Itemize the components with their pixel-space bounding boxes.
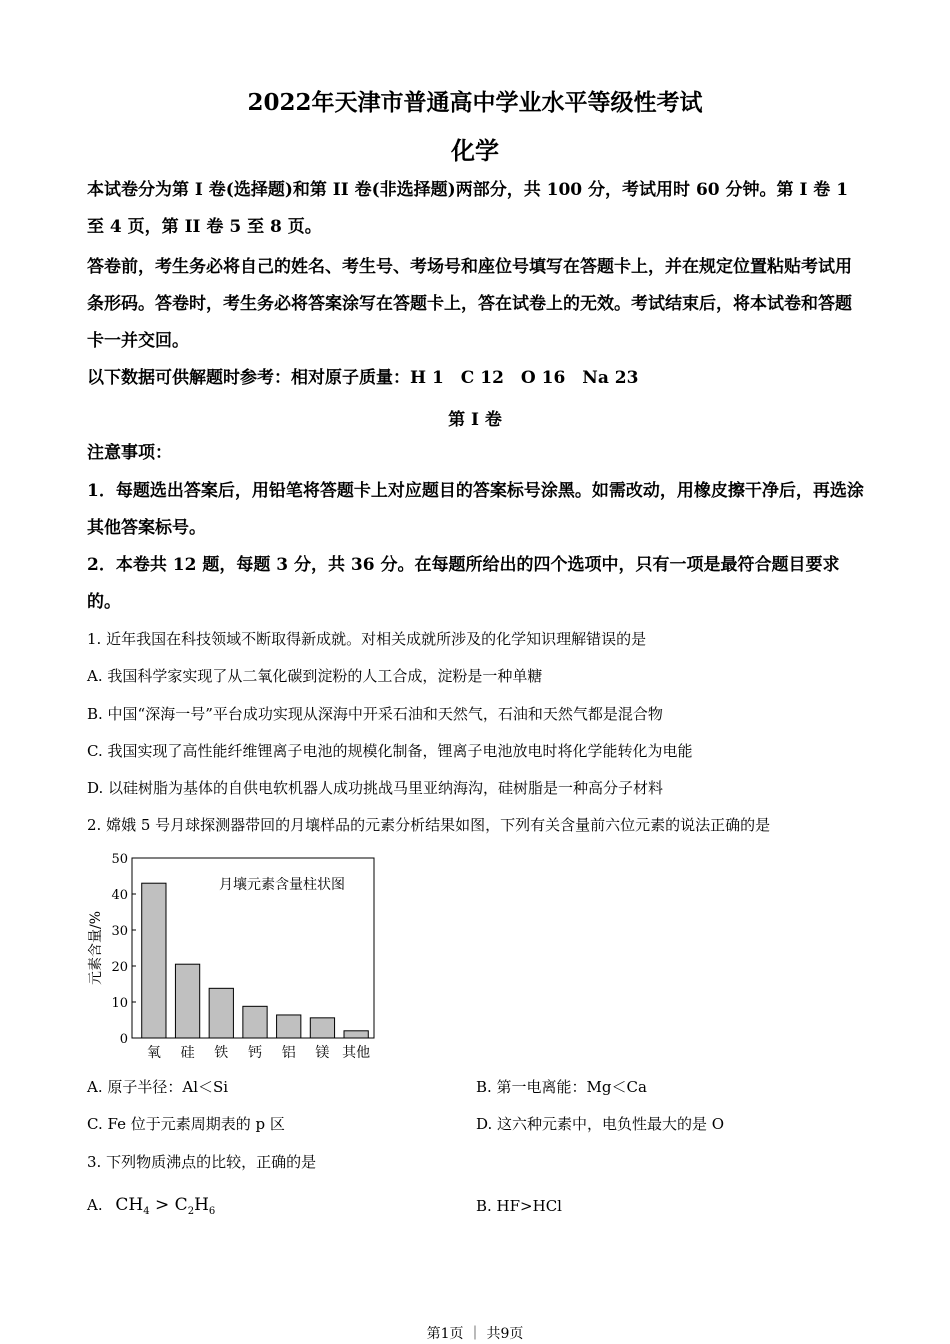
- bar-6: [344, 1031, 368, 1038]
- bar-3: [243, 1006, 267, 1038]
- x-category-label: 钙: [248, 1045, 262, 1061]
- notice-title: 注意事项：: [87, 443, 172, 463]
- y-tick-label: 20: [111, 960, 128, 975]
- formula-c2h6-sub-2: 2: [187, 1206, 195, 1217]
- option-a-label: A.: [87, 1196, 103, 1214]
- question-1-option-c: C. 我国实现了高性能纤维锂离子电池的规模化制备，锂离子电池放电时将化学能转化为电能: [87, 742, 693, 760]
- question-3-option-b: B. HF>HCl: [476, 1197, 562, 1215]
- bar-2: [209, 988, 233, 1038]
- y-tick-label: 0: [119, 1032, 128, 1047]
- x-category-label: 其他: [342, 1045, 371, 1061]
- section-heading: 第 I 卷: [448, 410, 502, 430]
- comparison-operator: >: [149, 1195, 175, 1215]
- question-1-option-a: A. 我国科学家实现了从二氧化碳到淀粉的人工合成，淀粉是一种单糖: [87, 667, 543, 685]
- x-category-label: 铝: [281, 1045, 296, 1061]
- x-category-label: 镁: [315, 1045, 330, 1061]
- y-tick-label: 10: [111, 996, 128, 1011]
- question-2-option-c: C. Fe 位于元素周期表的 p 区: [87, 1115, 285, 1133]
- notice-1: 1．每题选出答案后，用铅笔将答题卡上对应题目的答案标号涂黑。如需改动，用橡皮擦干净后，再选涂其他答案标号。: [87, 481, 864, 538]
- formula-c2h6-sub-6: 6: [208, 1206, 216, 1217]
- notice-2: 2．本卷共 12 题，每题 3 分，共 36 分。在每题所给出的四个选项中，只有一项是最符合题目要求的。: [87, 555, 840, 612]
- formula-c2h6-c: C: [174, 1195, 188, 1215]
- question-2-stem: 2. 嫦娥 5 号月球探测器带回的月壤样品的元素分析结果如图，下列有关含量前六位元素的说法正确的是: [87, 816, 771, 834]
- formula-ch4-ch: CH: [115, 1195, 144, 1215]
- exam-title: 2022年天津市普通高中学业水平等级性考试: [247, 89, 703, 116]
- y-tick-label: 40: [111, 888, 128, 903]
- bar-4: [277, 1015, 301, 1038]
- formula-ch4-sub: 4: [143, 1206, 150, 1217]
- question-1-option-b: B. 中国“深海一号”平台成功实现从深海中开采石油和天然气，石油和天然气都是混合物: [87, 705, 663, 723]
- y-axis-label: 元素含量/%: [88, 910, 104, 986]
- intro-paragraph-2: 答卷前，考生务必将自己的姓名、考生号、考场号和座位号填写在答题卡上，并在规定位置粘贴考试用条形码。答卷时，考生务必将答案涂写在答题卡上，答在试卷上的无效。考试结束后，将本试卷和答题卡一并交回。: [87, 257, 852, 351]
- x-category-label: 铁: [214, 1045, 229, 1061]
- x-category-label: 氧: [146, 1045, 161, 1061]
- question-3-stem: 3. 下列物质沸点的比较，正确的是: [87, 1153, 317, 1171]
- bar-0: [142, 883, 166, 1038]
- formula-c2h6-h: H: [194, 1195, 209, 1215]
- bar-1: [175, 964, 199, 1038]
- y-tick-label: 50: [111, 852, 128, 867]
- question-2-option-d: D. 这六种元素中，电负性最大的是 O: [476, 1115, 725, 1133]
- intro-paragraph-3: 以下数据可供解题时参考：相对原子质量：H 1 C 12 O 16 Na 23: [87, 368, 639, 388]
- page-footer: 第1页 ｜ 共9页: [426, 1326, 524, 1342]
- y-tick-label: 30: [111, 924, 128, 939]
- bar-5: [310, 1018, 334, 1038]
- question-2-option-a: A. 原子半径：Al＜Si: [87, 1078, 229, 1096]
- chart-title: 月壤元素含量柱状图: [219, 877, 345, 893]
- intro-paragraph-1: 本试卷分为第 I 卷(选择题)和第 II 卷(非选择题)两部分，共 100 分，考试用时 60 分钟。第 I 卷 1 至 4 页，第 II 卷 5 至 8 页。: [87, 180, 849, 237]
- lunar-soil-element-bar-chart: [80, 846, 380, 1066]
- question-3-option-a: [87, 1195, 215, 1222]
- question-2-option-b: B. 第一电离能：Mg＜Ca: [476, 1078, 647, 1096]
- x-category-label: 硅: [180, 1045, 195, 1061]
- subject-title: 化学: [451, 136, 499, 165]
- question-1-stem: 1. 近年我国在科技领域不断取得新成就。对相关成就所涉及的化学知识理解错误的是: [87, 630, 647, 648]
- question-1-option-d: D. 以硅树脂为基体的自供电软机器人成功挑战马里亚纳海沟，硅树脂是一种高分子材料: [87, 779, 664, 797]
